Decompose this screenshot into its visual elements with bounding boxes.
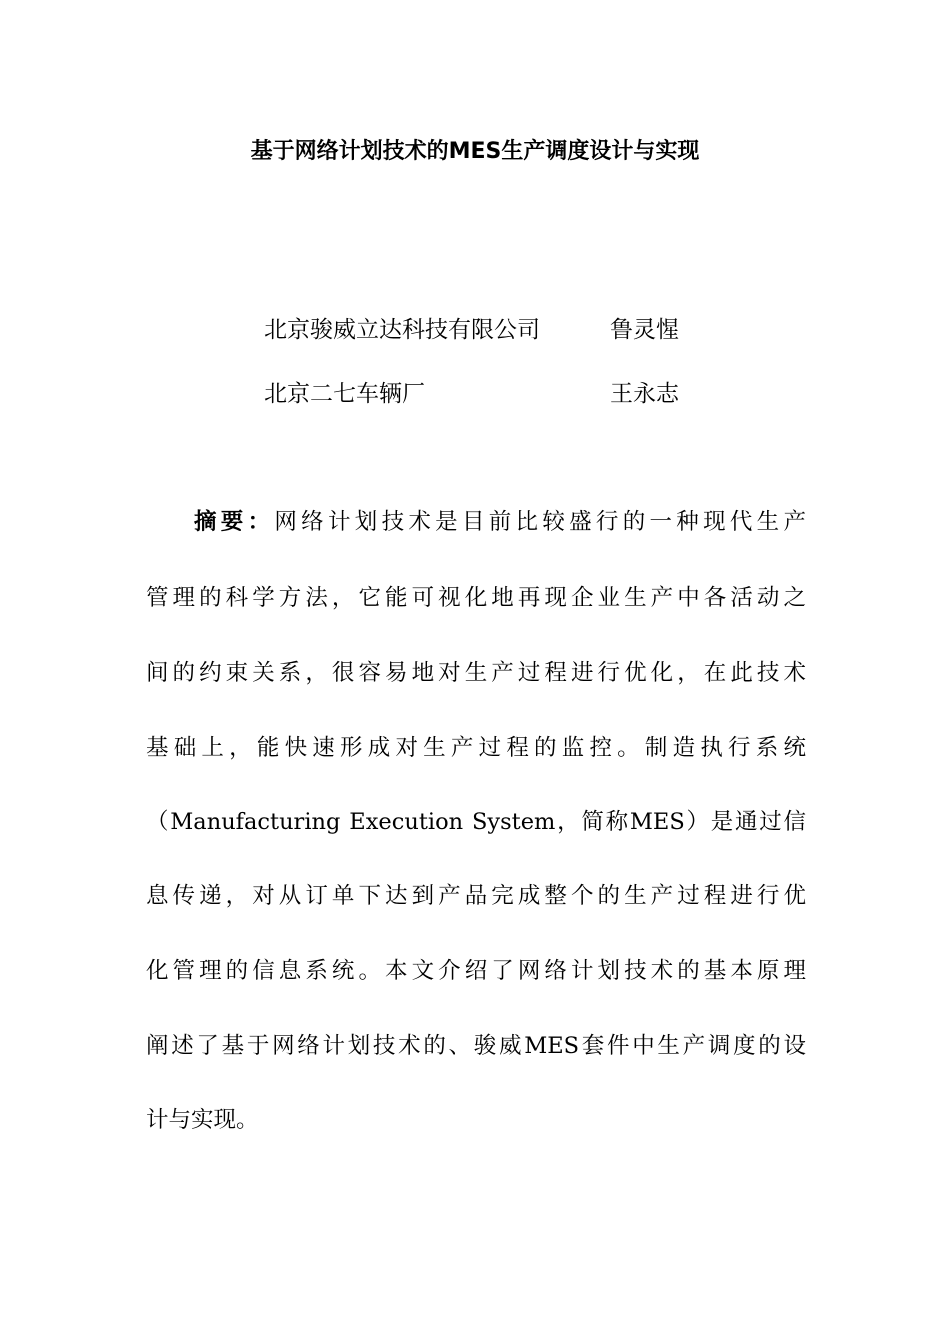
author-organization: 北京骏威立达科技有限公司	[264, 317, 540, 343]
abstract-line: 基础上，能快速形成对生产过程的监控。制造执行系统	[146, 735, 806, 761]
abstract	[146, 502, 806, 1162]
author-name: 王永志	[610, 381, 679, 407]
author-name: 鲁灵惺	[610, 317, 679, 343]
abstract-line: 计与实现。	[146, 1107, 259, 1133]
abstract-line: 管理的科学方法，它能可视化地再现企业生产中各活动之	[146, 585, 806, 611]
abstract-line	[194, 502, 806, 542]
abstract-text: 网络计划技术是目前比较盛行的一种现代生产	[274, 509, 806, 535]
document-title: 基于网络计划技术的MES生产调度设计与实现	[250, 139, 700, 164]
abstract-line: （Manufacturing Execution System，简称MES）是通过信	[146, 809, 806, 835]
abstract-line: 化管理的信息系统。本文介绍了网络计划技术的基本原理	[146, 958, 806, 984]
abstract-line: 息传递，对从订单下达到产品完成整个的生产过程进行优	[146, 883, 806, 909]
abstract-line: 间的约束关系，很容易地对生产过程进行优化，在此技术	[146, 660, 806, 686]
abstract-line: 阐述了基于网络计划技术的、骏威MES套件中生产调度的设	[146, 1033, 806, 1059]
abstract-label: 摘要：	[194, 509, 275, 535]
author-organization: 北京二七车辆厂	[264, 381, 425, 407]
